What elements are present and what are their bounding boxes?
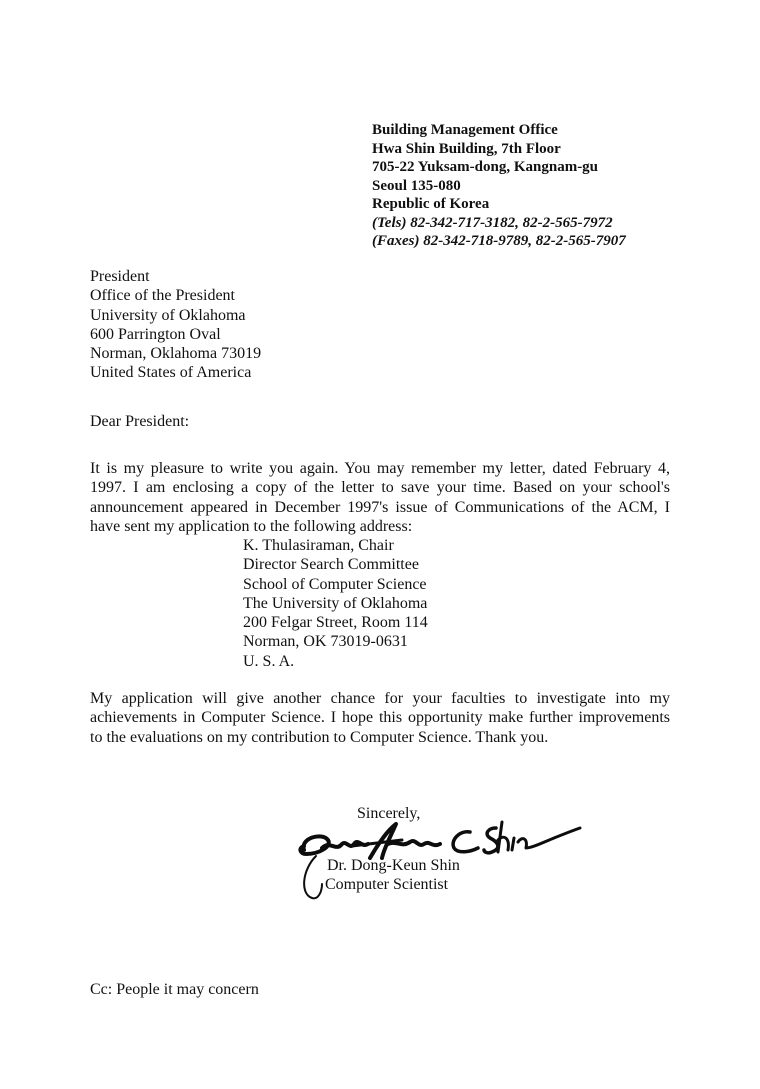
- address-line: K. Thulasiraman, Chair: [243, 537, 394, 554]
- sender-line: 705-22 Yuksam-dong, Kangnam-gu: [372, 159, 599, 175]
- sender-line: Republic of Korea: [372, 196, 490, 212]
- sender-line: Building Management Office: [372, 122, 558, 138]
- address-line: School of Computer Science: [243, 575, 427, 593]
- address-line: 200 Felgar Street, Room 114: [243, 614, 428, 632]
- paragraph-line: My application will give another chance for your faculties to investigate into my: [90, 690, 670, 707]
- paragraph-line: to the evaluations on my contribution to Computer Science. Thank you.: [90, 728, 549, 746]
- sender-line: Seoul 135-080: [372, 177, 461, 194]
- paragraph-line: It is my pleasure to write you again. You may remember my letter, dated February 4,: [90, 460, 670, 477]
- paragraph-line: have sent my application to the following address:: [90, 517, 413, 535]
- cc-line: Cc: People it may concern: [90, 981, 259, 998]
- signer-title: Computer Scientist: [325, 876, 449, 894]
- recipient-address-block: [90, 267, 261, 383]
- recipient-line: Office of the President: [90, 287, 235, 305]
- signer-block: [325, 856, 460, 895]
- sender-line: Hwa Shin Building, 7th Floor: [372, 140, 561, 157]
- sender-faxes: (Faxes) 82-342-718-9789, 82-2-565-7907: [372, 233, 626, 249]
- paragraph-line: announcement appeared in December 1997's issue of Communications of the ACM, I: [90, 498, 670, 516]
- sender-address-block: [372, 121, 626, 251]
- application-address-block: [243, 536, 428, 671]
- address-line: Director Search Committee: [243, 556, 419, 574]
- recipient-line: 600 Parrington Oval: [90, 325, 221, 343]
- recipient-line: Norman, Oklahoma 73019: [90, 345, 262, 363]
- address-line: U. S. A.: [243, 652, 295, 670]
- paragraph-line: achievements in Computer Science. I hope this opportunity make further improvements: [90, 709, 670, 727]
- closing: Sincerely,: [357, 805, 421, 822]
- address-line: Norman, OK 73019-0631: [243, 633, 408, 651]
- signer-name: Dr. Dong-Keun Shin: [327, 857, 460, 874]
- body-paragraph-2: [90, 689, 670, 747]
- recipient-line: United States of America: [90, 364, 252, 382]
- recipient-line: University of Oklahoma: [90, 306, 246, 324]
- body-paragraph-1: [90, 459, 670, 536]
- sender-telephones: (Tels) 82-342-717-3182, 82-2-565-7972: [372, 214, 613, 231]
- recipient-line: President: [90, 268, 150, 285]
- salutation: Dear President:: [90, 413, 190, 430]
- address-line: The University of Oklahoma: [243, 594, 428, 612]
- paragraph-line: 1997. I am enclosing a copy of the letter to save your time. Based on your school's: [90, 479, 670, 497]
